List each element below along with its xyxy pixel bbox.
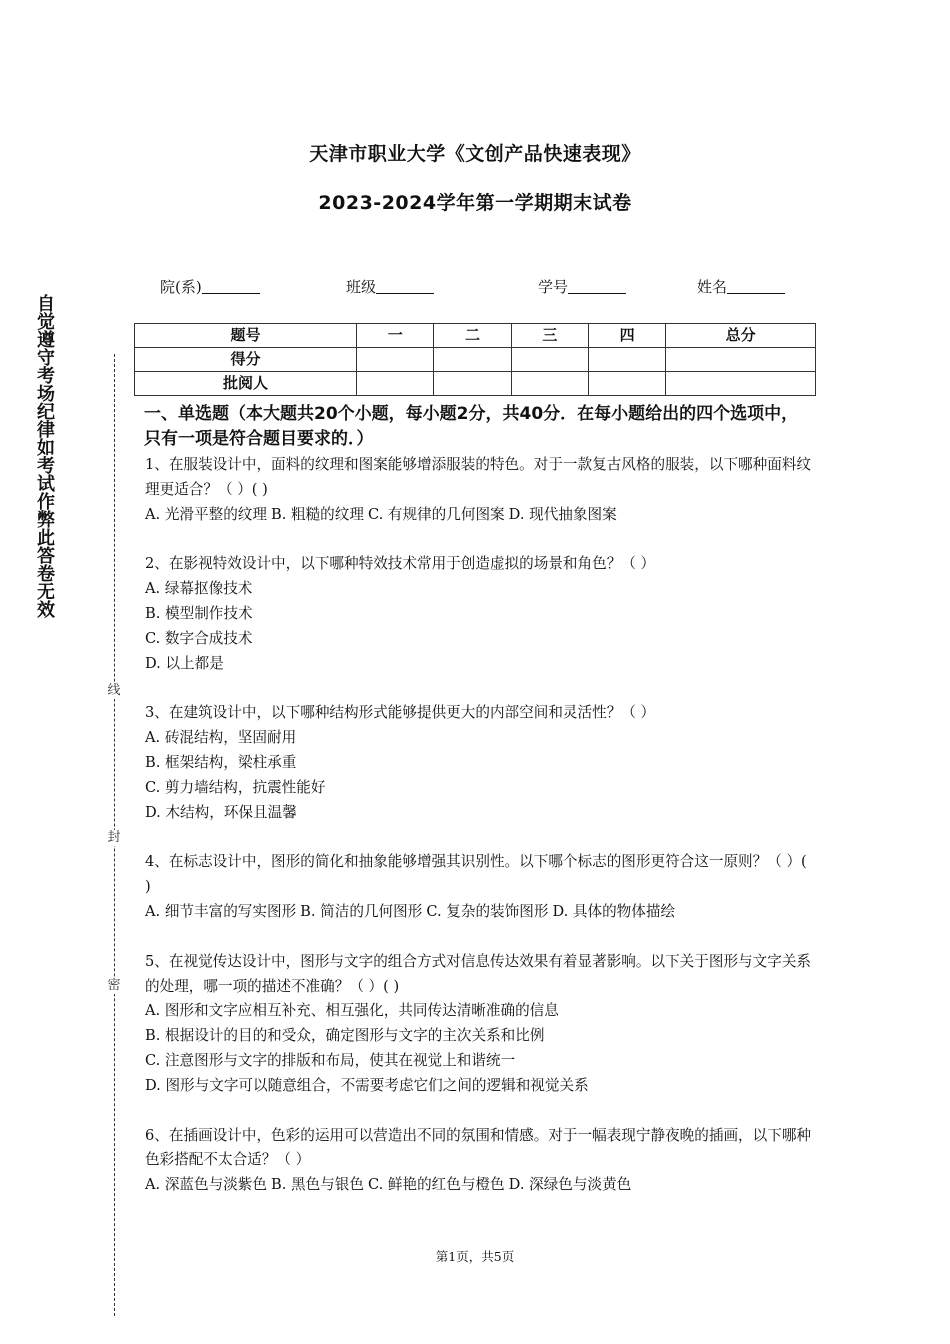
option-b[interactable]: B. 黑色与银色	[270, 1176, 364, 1194]
option-c[interactable]: C. 复杂的装饰图形	[426, 902, 549, 920]
question-text: 4、在标志设计中，图形的简化和抽象能够增强其识别性。以下哪个标志的图形更符合这一原则？（ ）( )	[145, 853, 807, 896]
score-cell[interactable]	[588, 348, 665, 372]
exam-content	[145, 402, 813, 1223]
option-c[interactable]: C. 注意图形与文字的排版和布局，使其在视觉上和谐统一	[145, 1051, 516, 1069]
option-a[interactable]: A. 光滑平整的纹理	[145, 505, 267, 523]
options-line	[145, 900, 813, 925]
option-b[interactable]: B. 简洁的几何图形	[300, 902, 423, 920]
student-info-row	[160, 276, 800, 300]
question-2	[145, 552, 813, 676]
score-header-cell: 一	[357, 324, 434, 348]
cut-label-seal: 封	[107, 830, 121, 845]
score-cell[interactable]	[511, 372, 588, 396]
question-text: 6、在插画设计中，色彩的运用可以营造出不同的氛围和情感。对于一幅表现宁静夜晚的插画，以下哪种色彩搭配不太合适？（ ）	[145, 1126, 812, 1169]
exam-title-line2: 2023-2024学年第一学期期末试卷	[318, 192, 632, 214]
department-blank[interactable]	[202, 278, 260, 294]
score-header-cell: 二	[434, 324, 511, 348]
score-cell[interactable]	[588, 372, 665, 396]
class-label: 班级	[346, 278, 377, 296]
option-c[interactable]: C. 剪力墙结构，抗震性能好	[145, 778, 326, 796]
score-table-header-row	[135, 324, 816, 348]
class-blank[interactable]	[376, 278, 434, 294]
name-field[interactable]	[697, 276, 785, 297]
question-1	[145, 453, 813, 527]
score-row-label: 得分	[135, 348, 357, 372]
score-cell[interactable]	[511, 348, 588, 372]
option-c[interactable]: C. 数字合成技术	[145, 629, 253, 647]
question-4	[145, 850, 813, 924]
student-id-label: 学号	[538, 278, 569, 296]
score-cell[interactable]	[434, 348, 511, 372]
question-text: 1、在服装设计中，面料的纹理和图案能够增添服装的特色。对于一款复古风格的服装，以下哪种面料纹理更适合？（ ）( )	[145, 456, 812, 498]
score-table-row	[135, 348, 816, 372]
question-text: 3、在建筑设计中，以下哪种结构形式能够提供更大的内部空间和灵活性？（ ）	[145, 704, 656, 722]
question-6	[145, 1124, 813, 1198]
score-cell[interactable]	[357, 348, 434, 372]
option-c[interactable]: C. 有规律的几何图案	[367, 505, 505, 523]
score-table	[134, 323, 816, 396]
option-b[interactable]: B. 框架结构，梁柱承重	[145, 753, 297, 771]
options-line	[145, 503, 813, 528]
exam-discipline-notice: 自觉遵守考场纪律如考试作弊此答卷无效	[34, 294, 55, 618]
student-id-field[interactable]	[538, 276, 626, 297]
student-id-blank[interactable]	[568, 278, 626, 294]
option-d[interactable]: D. 深绿色与淡黄色	[508, 1176, 632, 1194]
score-header-cell: 题号	[135, 324, 357, 348]
score-cell[interactable]	[434, 372, 511, 396]
question-5	[145, 950, 813, 1099]
score-cell[interactable]	[357, 372, 434, 396]
question-text: 2、在影视特效设计中，以下哪种特效技术常用于创造虚拟的场景和角色？（ ）	[145, 555, 656, 573]
question-text: 5、在视觉传达设计中，图形与文字的组合方式对信息传达效果有着显著影响。以下关于图形与文字关系的处理，哪一项的描述不准确？（ ）( )	[145, 952, 812, 995]
department-field[interactable]	[160, 276, 260, 297]
score-header-cell: 三	[511, 324, 588, 348]
option-b[interactable]: B. 粗糙的纹理	[270, 505, 364, 523]
option-d[interactable]: D. 以上都是	[145, 654, 224, 672]
option-a[interactable]: A. 细节丰富的写实图形	[145, 902, 297, 920]
cut-label-secret: 密	[107, 978, 121, 993]
option-a[interactable]: A. 砖混结构，坚固耐用	[145, 729, 297, 747]
option-a[interactable]: A. 绿幕抠像技术	[145, 580, 253, 598]
score-cell[interactable]	[666, 348, 816, 372]
option-a[interactable]: A. 图形和文字应相互补充、相互强化，共同传达清晰准确的信息	[145, 1002, 559, 1020]
option-d[interactable]: D. 木结构，环保且温馨	[145, 803, 297, 821]
question-3	[145, 701, 813, 825]
option-d[interactable]: D. 图形与文字可以随意组合，不需要考虑它们之间的逻辑和视觉关系	[145, 1076, 589, 1094]
options-line	[145, 1173, 813, 1198]
name-label: 姓名	[697, 278, 728, 296]
option-b[interactable]: B. 模型制作技术	[145, 604, 253, 622]
name-blank[interactable]	[727, 278, 785, 294]
option-d[interactable]: D. 现代抽象图案	[508, 505, 617, 523]
option-d[interactable]: D. 具体的物体描绘	[552, 902, 676, 920]
class-field[interactable]	[346, 276, 434, 297]
score-header-cell: 四	[588, 324, 665, 348]
score-header-cell: 总分	[666, 324, 816, 348]
page-footer: 第1页，共5页	[435, 1249, 515, 1264]
option-a[interactable]: A. 深蓝色与淡紫色	[145, 1176, 267, 1194]
exam-title-line1: 天津市职业大学《文创产品快速表现》	[309, 143, 641, 165]
option-b[interactable]: B. 根据设计的目的和受众，确定图形与文字的主次关系和比例	[145, 1027, 545, 1045]
option-c[interactable]: C. 鲜艳的红色与橙色	[367, 1176, 505, 1194]
score-cell[interactable]	[666, 372, 816, 396]
section-heading: 一、单选题（本大题共20个小题，每小题2分，共40分．在每小题给出的四个选项中，只有一项是符合题目要求的．）	[144, 404, 799, 449]
score-table-row	[135, 372, 816, 396]
score-row-label: 批阅人	[135, 372, 357, 396]
cut-label-line: 线	[107, 683, 121, 698]
department-label: 院(系)	[160, 278, 202, 296]
